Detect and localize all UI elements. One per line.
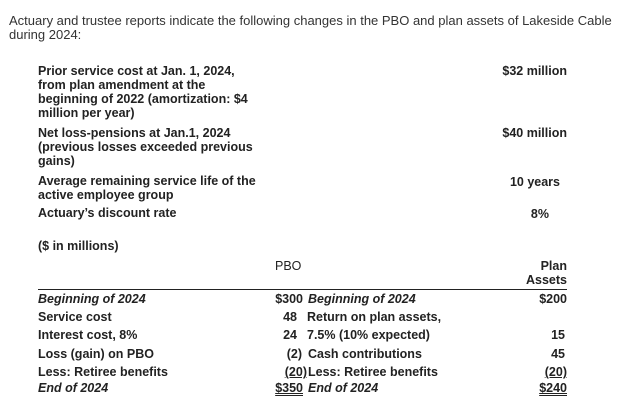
assets-row-beginning-value: $200 <box>539 292 567 306</box>
units-note: ($ in millions) <box>38 239 119 253</box>
pbo-row-beginning-value: $300 <box>275 292 303 306</box>
pbo-row-loss-gain-label: Loss (gain) on PBO <box>38 347 154 361</box>
assets-row-beginning-label: Beginning of 2024 <box>308 292 416 306</box>
pbo-row-service-cost-label: Service cost <box>38 310 112 324</box>
pbo-row-interest-cost-value: 24 <box>283 328 297 342</box>
fact-prior-service-cost-label: Prior service cost at Jan. 1, 2024, from plan amendment at the beginning of 2022 (amortization: $4 million per year) <box>38 64 248 120</box>
pbo-header: PBO <box>275 259 302 273</box>
assets-header-line1: Plan <box>540 259 567 273</box>
fact-discount-rate-value: 8% <box>530 207 549 221</box>
pbo-row-retiree-benefits-value: (20) <box>284 365 307 379</box>
fact-net-loss-value: $40 million <box>502 126 567 140</box>
pbo-row-interest-cost-label: Interest cost, 8% <box>38 328 138 342</box>
header-rule <box>38 289 567 290</box>
assets-row-retiree-benefits-value: (20) <box>544 365 567 379</box>
assets-row-end-label: End of 2024 <box>308 381 379 395</box>
assets-row-return-label: Return on plan assets, <box>307 310 442 324</box>
assets-row-return-rate-label: 7.5% (10% expected) <box>307 328 430 342</box>
fact-net-loss-label: Net loss-pensions at Jan.1, 2024 (previous losses exceeded previous gains) <box>38 126 253 168</box>
pbo-row-end-label: End of 2024 <box>38 381 109 395</box>
assets-row-end-value: $240 <box>539 381 567 395</box>
pbo-row-loss-gain-value: (2) <box>286 347 302 361</box>
assets-row-cash-contributions-label: Cash contributions <box>308 347 422 361</box>
fact-service-life-label: Average remaining service life of the active employee group <box>38 174 256 202</box>
assets-header-line2: Assets <box>526 273 567 287</box>
intro-text: Actuary and trustee reports indicate the following changes in the PBO and plan assets of Lakeside Cable during 2024: <box>9 13 612 42</box>
fact-discount-rate-label: Actuary’s discount rate <box>38 206 177 220</box>
pbo-row-beginning-label: Beginning of 2024 <box>38 292 146 306</box>
assets-row-retiree-benefits-label: Less: Retiree benefits <box>308 365 438 379</box>
assets-row-return-rate-value: 15 <box>551 328 565 342</box>
pbo-row-retiree-benefits-label: Less: Retiree benefits <box>38 365 168 379</box>
assets-row-cash-contributions-value: 45 <box>551 347 565 361</box>
fact-prior-service-cost-value: $32 million <box>502 64 567 78</box>
fact-service-life-value: 10 years <box>509 175 560 189</box>
pbo-row-end-value: $350 <box>275 381 303 395</box>
pbo-row-service-cost-value: 48 <box>283 310 297 324</box>
